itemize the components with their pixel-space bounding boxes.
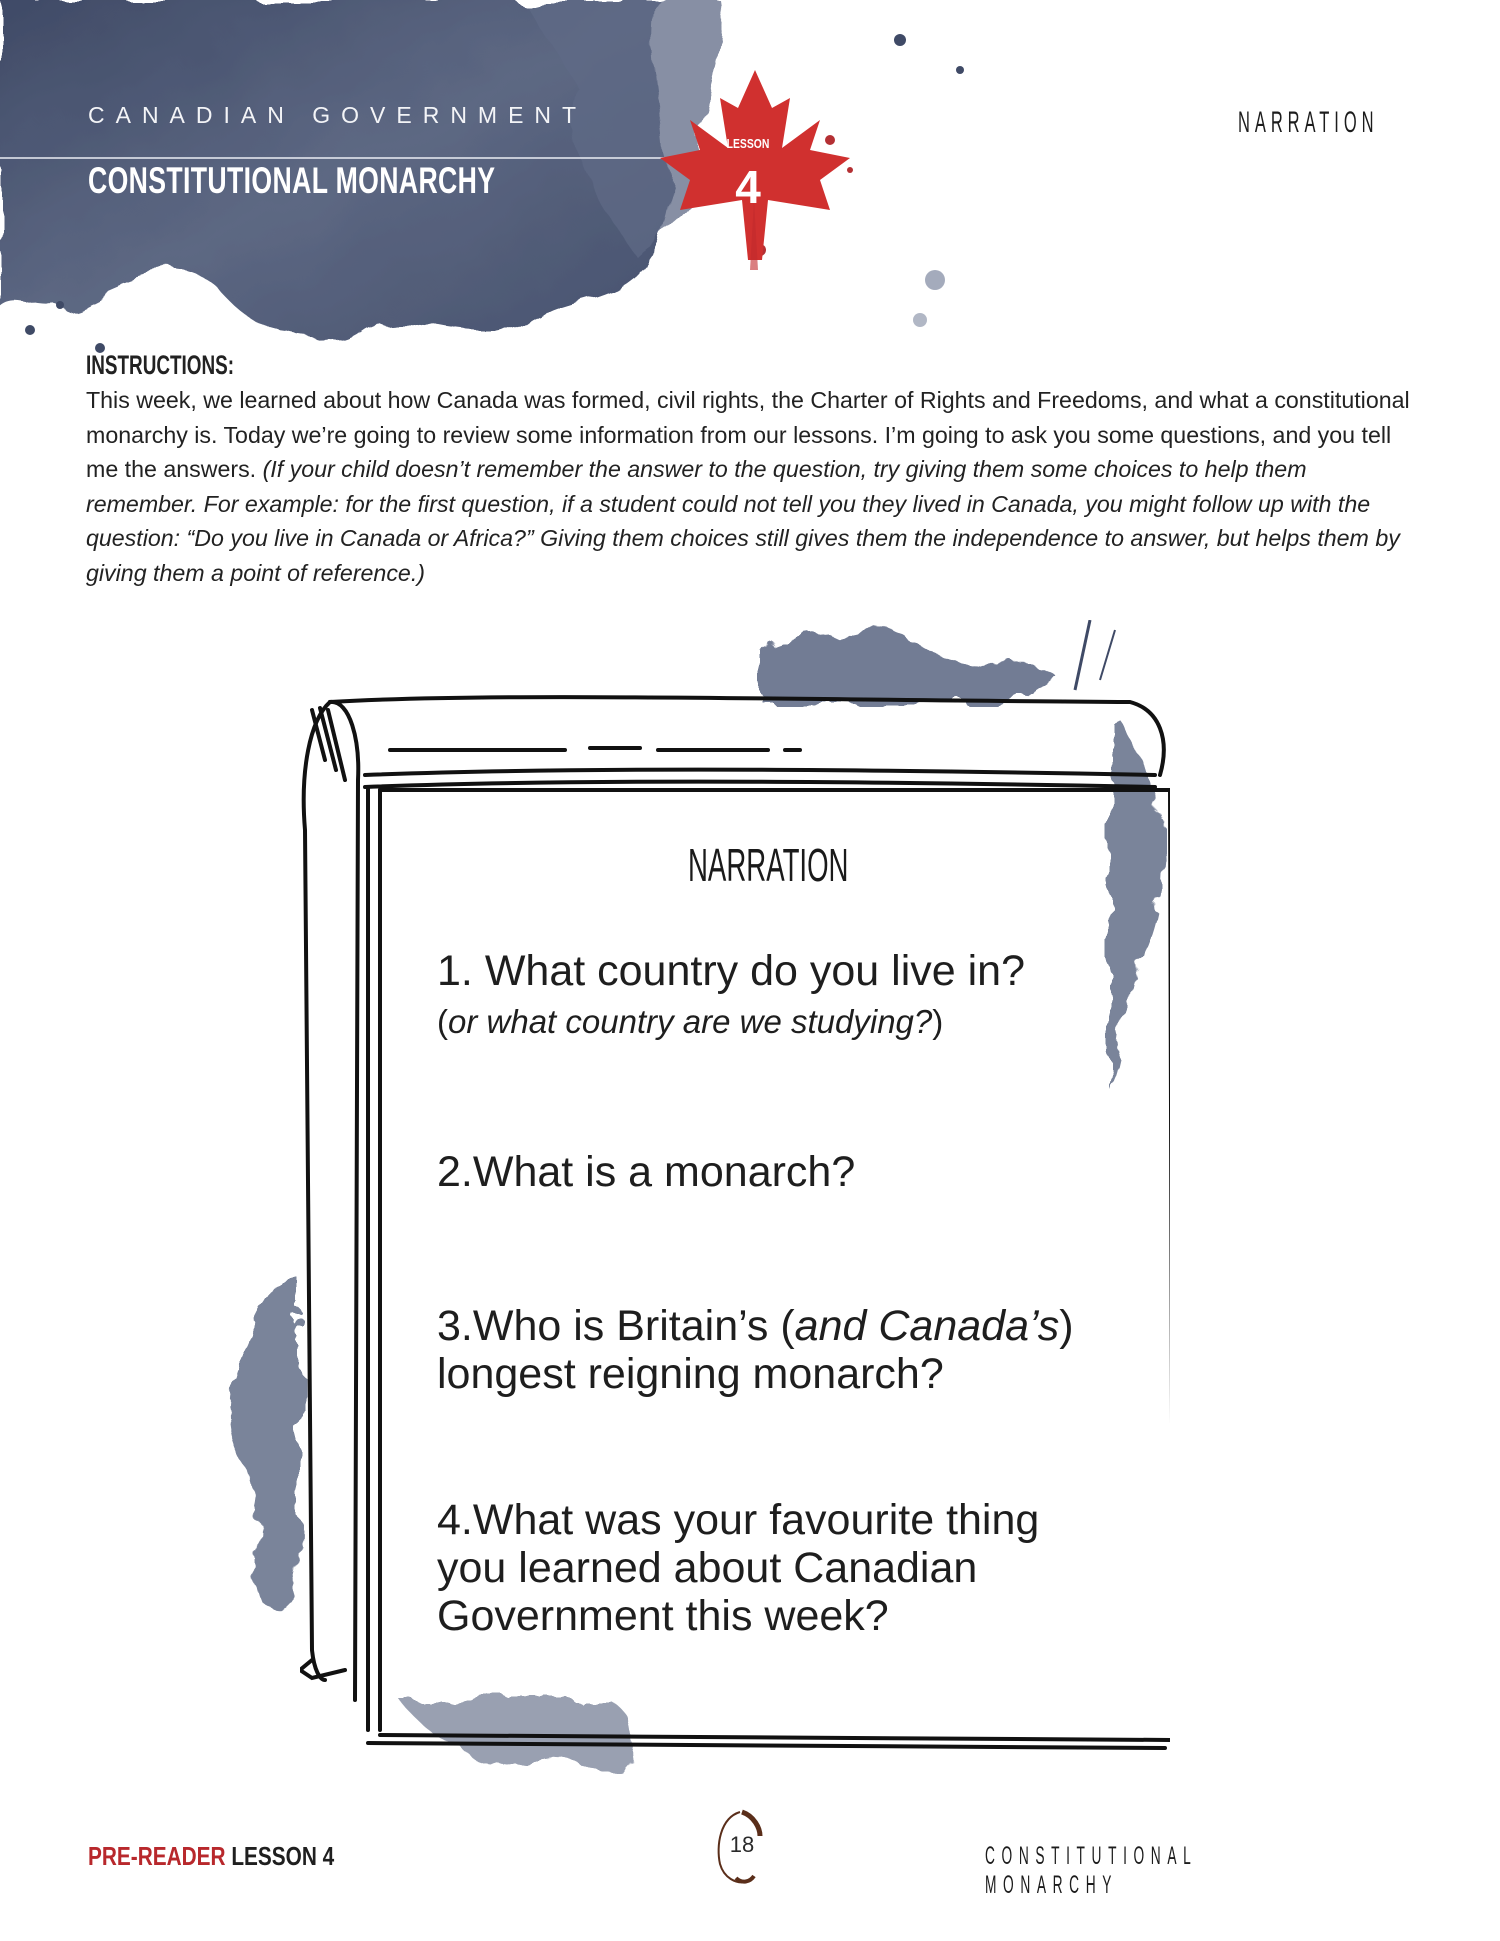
question-1-hint: (or what country are we studying?) — [437, 1003, 944, 1040]
question-2: 2.What is a monarch? — [437, 1148, 856, 1196]
lesson-title: CONSTITUTIONAL MONARCHY — [88, 160, 496, 201]
footer-level: PRE-READER — [88, 1841, 226, 1871]
question-1: 1. What country do you live in? — [437, 947, 1025, 995]
footer-lesson: LESSON 4 — [231, 1841, 335, 1871]
series-title: CANADIAN GOVERNMENT — [88, 102, 588, 128]
lesson-badge-label: LESSON — [726, 136, 770, 151]
header-divider — [0, 157, 680, 159]
book-title: NARRATION — [688, 839, 849, 891]
instructions-text: This week, we learned about how Canada was formed, civil rights, the Charter of Rights and Freedoms, and what a constitutional monarchy is. Today we’re going to review some information from our lessons. I’m going to ask you some questions, and you tell me the answers. — [86, 387, 1410, 483]
lesson-badge-number: 4 — [735, 161, 761, 213]
footer-lesson-label — [88, 1841, 334, 1872]
section-label: NARRATION — [1238, 106, 1379, 139]
question-3: 3.Who is Britain’s (and Canada’s) longest reigning monarch? — [437, 1302, 1074, 1398]
page-number: 18 — [729, 1832, 755, 1857]
instructions-parent-note: (If your child doesn’t remember the answer to the question, try giving them some choices to help them remember. For example: for the first question, if a student could not tell you they lived in Canada, you might follow up with the question: “Do you live in Canada or Africa?” Giving them choices still gives them the independence to answer, but helps them by giving them a point of reference.) — [86, 456, 1400, 586]
instructions-heading: INSTRUCTIONS: — [86, 350, 235, 380]
footer-running-title: CONSTITUTIONAL MONARCHY — [985, 1842, 1197, 1899]
question-4: 4.What was your favourite thing you learned about Canadian Government this week? — [437, 1496, 1040, 1640]
instructions-body — [86, 383, 1416, 591]
